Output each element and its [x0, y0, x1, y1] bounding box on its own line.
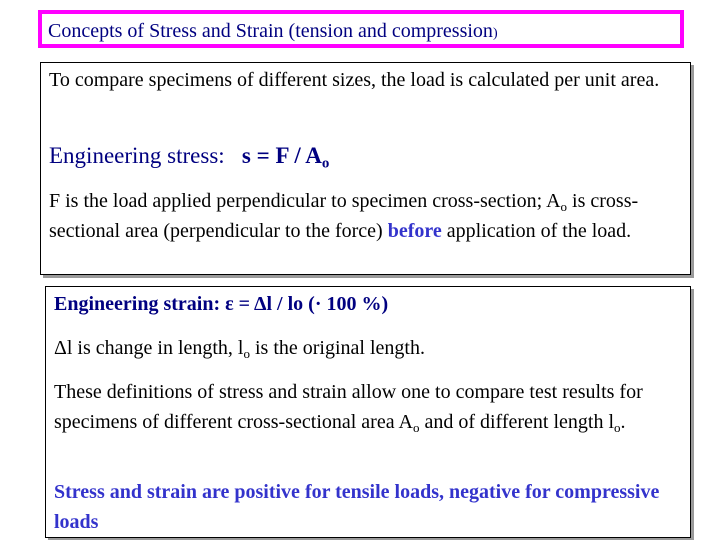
title-box	[38, 10, 684, 48]
dl-sub: o	[243, 345, 250, 361]
stress-subscript: o	[321, 155, 330, 172]
strain-definition-box	[45, 286, 691, 538]
dl-part2: is the original length.	[250, 337, 425, 359]
slide-title	[48, 20, 498, 43]
defs-sub2: o	[614, 419, 621, 435]
def-sub: o	[560, 198, 568, 214]
defs-sub1: o	[412, 419, 420, 435]
stress-definition-box	[40, 62, 691, 275]
engineering-strain-formula: Engineering strain: ε = Δl / lo (· 100 %)	[54, 293, 389, 315]
stress-label: Engineering stress:	[49, 143, 225, 168]
defs-part2: and of different length l	[419, 411, 615, 433]
length-change-text	[54, 333, 684, 363]
def-part3: application of the load.	[441, 220, 632, 242]
def-part1: F is the load applied perpendicular to specimen cross-section; A	[49, 190, 561, 212]
title-close-paren: )	[492, 26, 498, 41]
dl-part1: Δl is change in length, l	[54, 337, 244, 359]
title-main: Concepts of Stress and Strain (tension and compression	[48, 20, 493, 42]
defs-part1: These definitions of stress and strain allow one to compare test results for specimens of different cross-sectional area A	[54, 381, 643, 433]
definitions-text	[54, 377, 684, 437]
intro-text: To compare specimens of different sizes, the load is calculated per unit area.	[49, 69, 660, 91]
engineering-stress-formula	[49, 141, 684, 171]
sign-convention-text: Stress and strain are positive for tensile loads, negative for compressive loads	[54, 481, 660, 533]
stress-equation: s = F / A	[241, 143, 322, 168]
def-part2: is cross-sectional area (perpendicular to the force)	[49, 190, 639, 242]
stress-explanation	[49, 186, 684, 246]
defs-part3: .	[620, 411, 626, 433]
def-before-emphasis: before	[387, 220, 442, 242]
